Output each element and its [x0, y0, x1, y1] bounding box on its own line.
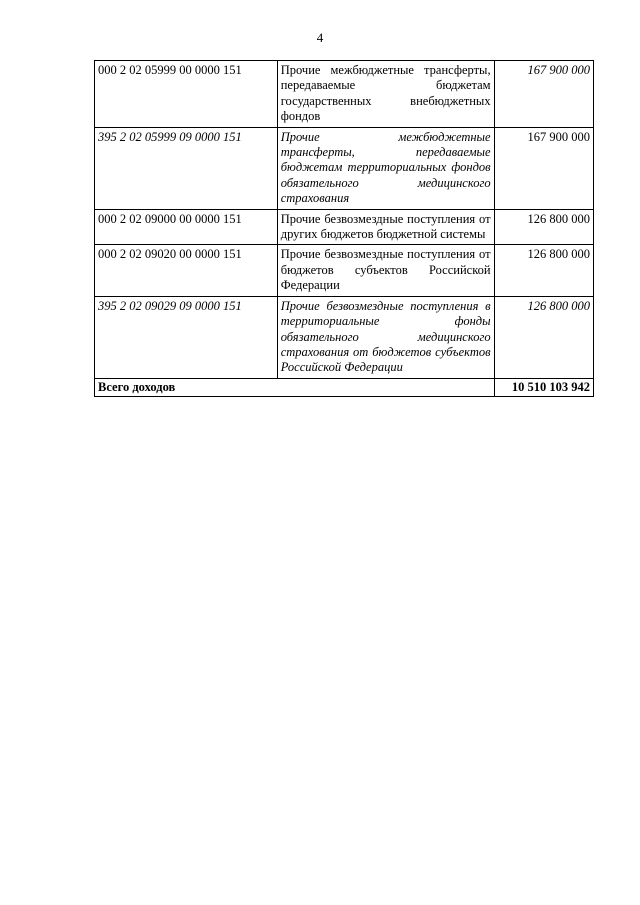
amount-cell: 126 800 000: [494, 296, 593, 378]
page-number: 4: [316, 30, 324, 45]
amount-cell: 126 800 000: [494, 209, 593, 245]
revenue-name-cell: Прочие безвозмездные поступления от бюджетов субъектов Российской Федерации: [277, 245, 494, 296]
total-label: Всего доходов: [95, 378, 495, 396]
total-row: [95, 378, 594, 396]
table-row: [95, 245, 594, 296]
revenue-name-cell: Прочие межбюджетные трансферты, передаваемые бюджетам государственных внебюджетных фондов: [277, 61, 494, 128]
budget-code-cell: 395 2 02 09029 09 0000 151: [95, 296, 278, 378]
amount-cell: 167 900 000: [494, 127, 593, 209]
budget-code-cell: 000 2 02 05999 00 0000 151: [95, 61, 278, 128]
table-row: [95, 127, 594, 209]
table-row: [95, 209, 594, 245]
budget-code-cell: 000 2 02 09000 00 0000 151: [95, 209, 278, 245]
table-row: [95, 61, 594, 128]
revenue-name-cell: Прочие межбюджетные трансферты, передаваемые бюджетам территориальных фондов обязательного медицинского страхования: [277, 127, 494, 209]
budget-code-cell: 395 2 02 05999 09 0000 151: [95, 127, 278, 209]
budget-code-cell: 000 2 02 09020 00 0000 151: [95, 245, 278, 296]
total-amount: 10 510 103 942: [494, 378, 593, 396]
revenue-table: [94, 60, 594, 397]
amount-cell: 167 900 000: [494, 61, 593, 128]
amount-cell: 126 800 000: [494, 245, 593, 296]
revenue-name-cell: Прочие безвозмездные поступления от других бюджетов бюджетной системы: [277, 209, 494, 245]
table-row: [95, 296, 594, 378]
revenue-name-cell: Прочие безвозмездные поступления в территориальные фонды обязательного медицинского страхования от бюджетов субъектов Российской Федерации: [277, 296, 494, 378]
